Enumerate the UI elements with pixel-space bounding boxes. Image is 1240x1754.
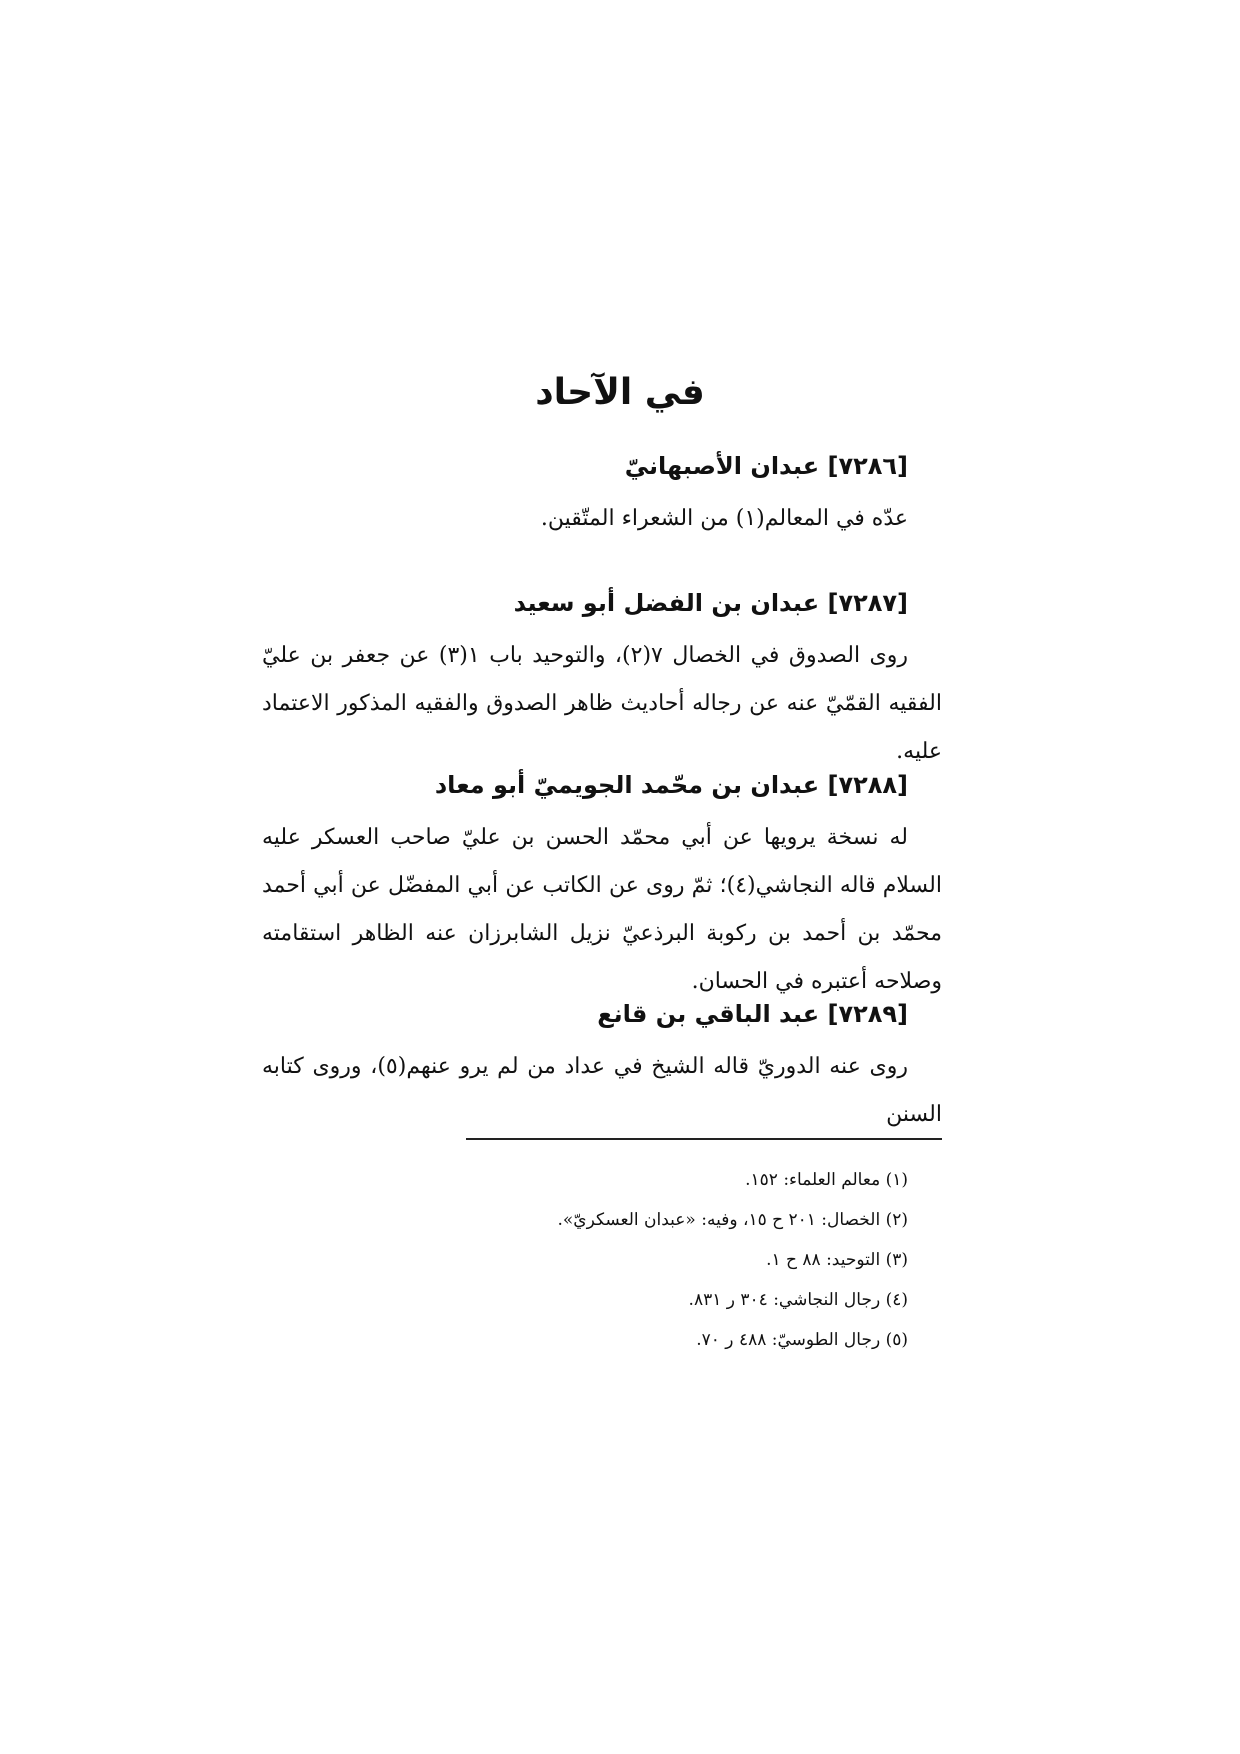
footnote-4: (٤) رجال النجاشي: ٣٠٤ ر ٨٣١. (688, 1290, 908, 1310)
entry-7286 (262, 447, 942, 543)
entry-body: له نسخة يرويها عن أبي محمّد الحسن بن عليّ صاحب العسكر عليه السلام قاله النجاشي(٤)؛ ثمّ روى عن الكاتب عن أبي المفضّل عن أبي أحمد محمّد بن أحمد بن ركوبة البرذعيّ نزيل الشابرزان عنه الظاهر استقامته وصلاحه أعتبره في الحسان. (262, 825, 943, 994)
entry-body: روى عنه الدوريّ قاله الشيخ في عداد من لم يرو عنهم(٥)، وروى كتابه السنن (262, 1054, 942, 1127)
entry-7289 (262, 995, 942, 1139)
page-title: في الآحاد (535, 372, 705, 413)
entry-7288 (262, 766, 942, 1006)
entry-heading: [٧٢٨٧] عبدان بن الفضل أبو سعيد (513, 589, 908, 617)
entry-heading: [٧٢٨٩] عبد الباقي بن قانع (597, 1000, 908, 1028)
entry-7287 (262, 584, 942, 776)
entry-body: روى الصدوق في الخصال ٧(٢)، والتوحيد باب ١(٣) عن جعفر بن عليّ الفقيه القمّيّ عنه عن رجاله أحاديث ظاهر الصدوق والفقيه المذكور الاعتماد عليه. (262, 643, 942, 764)
entry-body: عدّه في المعالم(١) من الشعراء المتّقين. (540, 506, 908, 531)
footnote-2: (٢) الخصال: ٢٠١ ح ١٥، وفيه: «عبدان العسكريّ». (557, 1210, 908, 1230)
entry-heading: [٧٢٨٨] عبدان بن محّمد الجويميّ أبو معاد (434, 771, 908, 799)
entry-heading: [٧٢٨٦] عبدان الأصبهانيّ (624, 452, 908, 480)
footnote-divider (466, 1138, 942, 1140)
footnote-3: (٣) التوحيد: ٨٨ ح ١. (766, 1250, 908, 1270)
footnote-5: (٥) رجال الطوسيّ: ٤٨٨ ر ٧٠. (696, 1330, 908, 1350)
footnotes-list (308, 1160, 908, 1360)
footnote-1: (١) معالم العلماء: ١٥٢. (745, 1170, 908, 1190)
